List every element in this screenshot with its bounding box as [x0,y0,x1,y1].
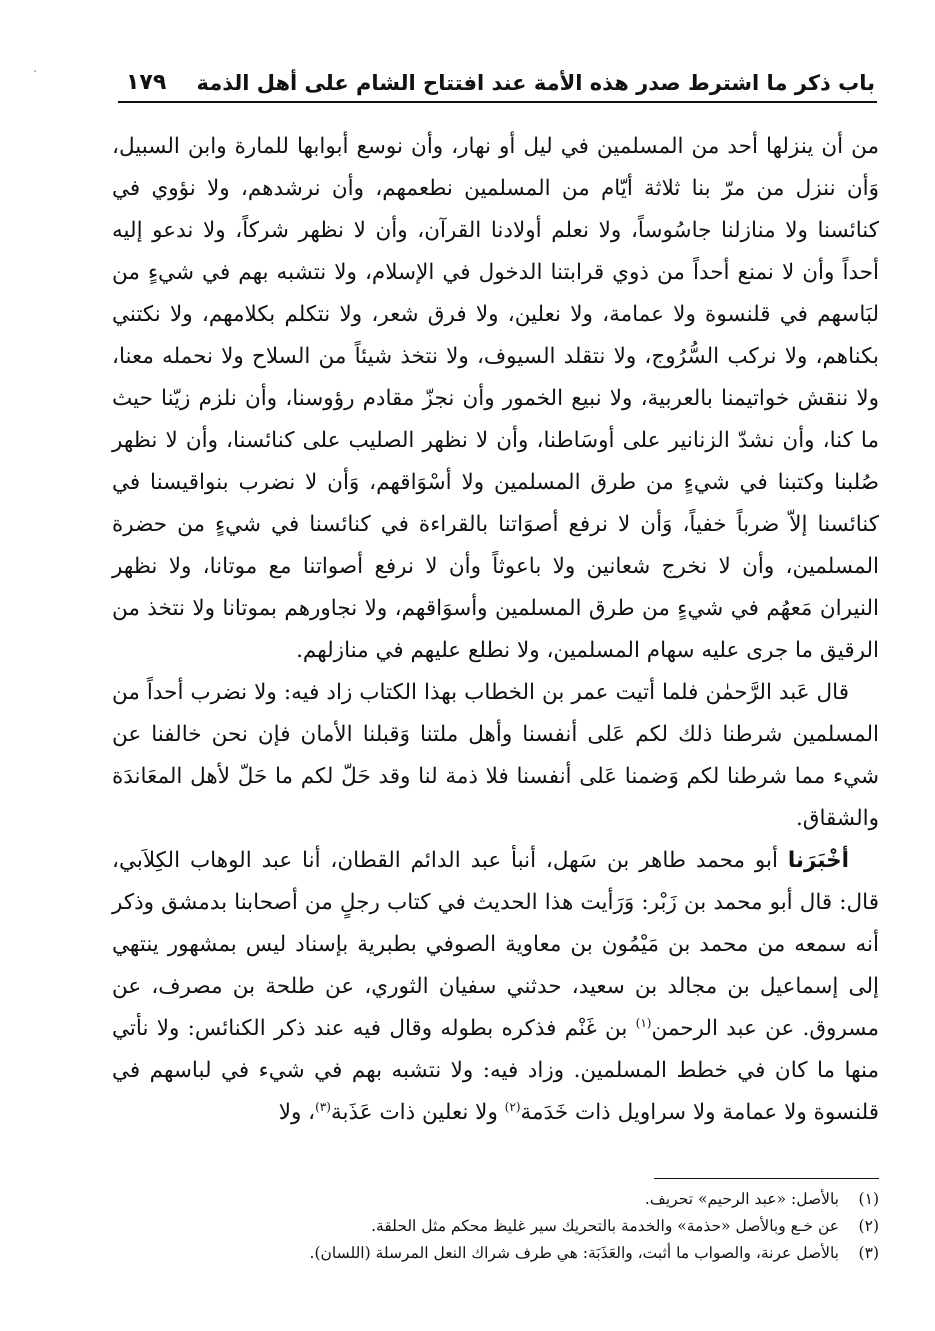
paragraph-3-text-a: أبو محمد طاهر بن سَهل، أنبأ عبد الدائم القطان، أنا عبد الوهاب الكِلاَبي، قال: قال أبو محمد بن زَبْر: وَرَأيت هذا الحديث في كتاب رجلٍ من أصحابنا بدمشق وذكر أنه سمعه من محمد بن مَيْمُون بن معاوية الصوفي بطبرية بإسناد ليس بمشهور ينتهي إلى إسماعيل بن مجالد بن سعيد، حدثني سفيان الثوري، عن طلحة بن مصرف، عن مسروق. عن عبد الرحمن [112,848,880,1041]
paragraph-3-text-d: ، ولا [278,1100,316,1125]
footnote-ref-3[interactable]: (٣) [315,1099,331,1114]
page-number: ١٧٩ [126,70,167,95]
footnote-ref-1[interactable]: (١) [635,1015,652,1030]
header-rule [118,101,877,103]
footnote-ref-2[interactable]: (٢) [504,1099,521,1114]
footnotes [112,1186,879,1267]
footnote-text: عن خـع وبالأصل «حذمة» والخدمة بالتحريك سير غليظ محكم مثل الحلقة. [371,1217,839,1235]
paragraph-2: قال عَبد الرَّحمٰن فلما أتيت عمر بن الخطاب بهذا الكتاب زاد فيه: ولا نضرب أحداً من المسلمين شرطنا ذلك لكم عَلى أنفسنا وأهل ملتنا وَقبلنا الأمان فإن نحن خالفنا عن شيء مما شرطنا لكم وَضمنا عَلى أنفسنا فلا ذمة لنا وقد حَلّ لكم ما حَلّ لأهل المعَاندَة والشقاق. [112,680,879,831]
paragraph-1: من أن ينزلها أحد من المسلمين في ليل أو نهار، وأن نوسع أبوابها للمارة وابن السبيل، وَأن ننزل من مرّ بنا ثلاثة أيّام من المسلمين نطعمهم، وأن نرشدهم، ولا نؤوي في كنائسنا ولا منازلنا جاسُوساً، ولا نعلم أولادنا القرآن، وأن لا نظهر شركاً، ولا ندعو إليه أحداً وأن لا نمنع أحداً من ذوي قرابتنا الدخول في الإسلام، ولا نتشبه بهم في شيءٍ من لبَاسهم في قلنسوة ولا عمامة، ولا نعلين، ولا فرق شعر، ولا نتكلم بكلامهم، ولا نكتني بكناهم، ولا نركب السُّرُوج، ولا نتقلد السيوف، ولا نتخذ شيئاً من السلاح ولا نحمله معنا، ولا ننقش خواتيمنا بالعربية، ولا نبيع الخمور وأن نجزّ مقادم رؤوسنا، وأن نلزم زيّنا حيث ما كنا، وأن نشدّ الزنانير على أوسَاطنا، وأن لا نظهر الصليب على كنائسنا، وأن لا نظهر صُلبنا وكتبنا في شيءٍ من طرق المسلمين ولا أسْوَاقهم، وَأن لا نضرب بنواقيسنا في كنائسنا إلاّ ضرباً خفياً، وَأن لا نرفع أصوَاتنا بالقراءة في كنائسنا في شيءٍ من حضرة المسلمين، وأن لا نخرج شعانين ولا باعوثاً وأن لا نرفع أصواتنا مع موتانا، ولا نظهر النيران مَعهُم في شيءٍ من طرق المسلمين وأسوَاقهم، ولا نجاورهم بموتانا ولا نتخذ من الرقيق ما جرى عليه سهام المسلمين، ولا نطلع عليهم في منازلهم. [112,134,879,663]
footnote-2 [112,1213,879,1240]
footnote-number: (٢) [858,1217,879,1235]
footnote-1 [112,1186,879,1213]
footnote-number: (١) [858,1190,879,1208]
footnote-text: بالأصل عرنة، والصواب ما أثبت، والعَذَبَة: هي طرف شراك النعل المرسلة (اللسان). [309,1244,839,1262]
paragraph-3 [112,840,879,1134]
paragraph-3-text-c: ولا نعلين ذات عَذَبة [330,1100,505,1125]
running-title: باب ذكر ما اشترط صدر هذه الأمة عند افتتاح الشام على أهل الذمة [196,71,875,95]
footnote-number: (٣) [858,1244,879,1262]
footnote-rule [654,1178,879,1179]
running-header [118,52,875,98]
paragraph-3-text-b: بن غَنْم فذكره بطوله وقال فيه عند ذكر الكنائس: ولا نأتي منها ما كان في خطط المسلمين. وزاد فيه: ولا نتشبه بهم في شيء في لباسهم في قلنسوة ولا عمامة ولا سراويل ذات خَدَمة [112,1016,879,1125]
footnote-3 [112,1240,879,1267]
scan-speck [34,70,36,72]
akhbarana-keyword: أخْبَرَنا [787,848,849,873]
footnote-text: بالأصل: «عبد الرحيم» تحريف. [644,1190,839,1208]
main-text [112,126,879,1134]
